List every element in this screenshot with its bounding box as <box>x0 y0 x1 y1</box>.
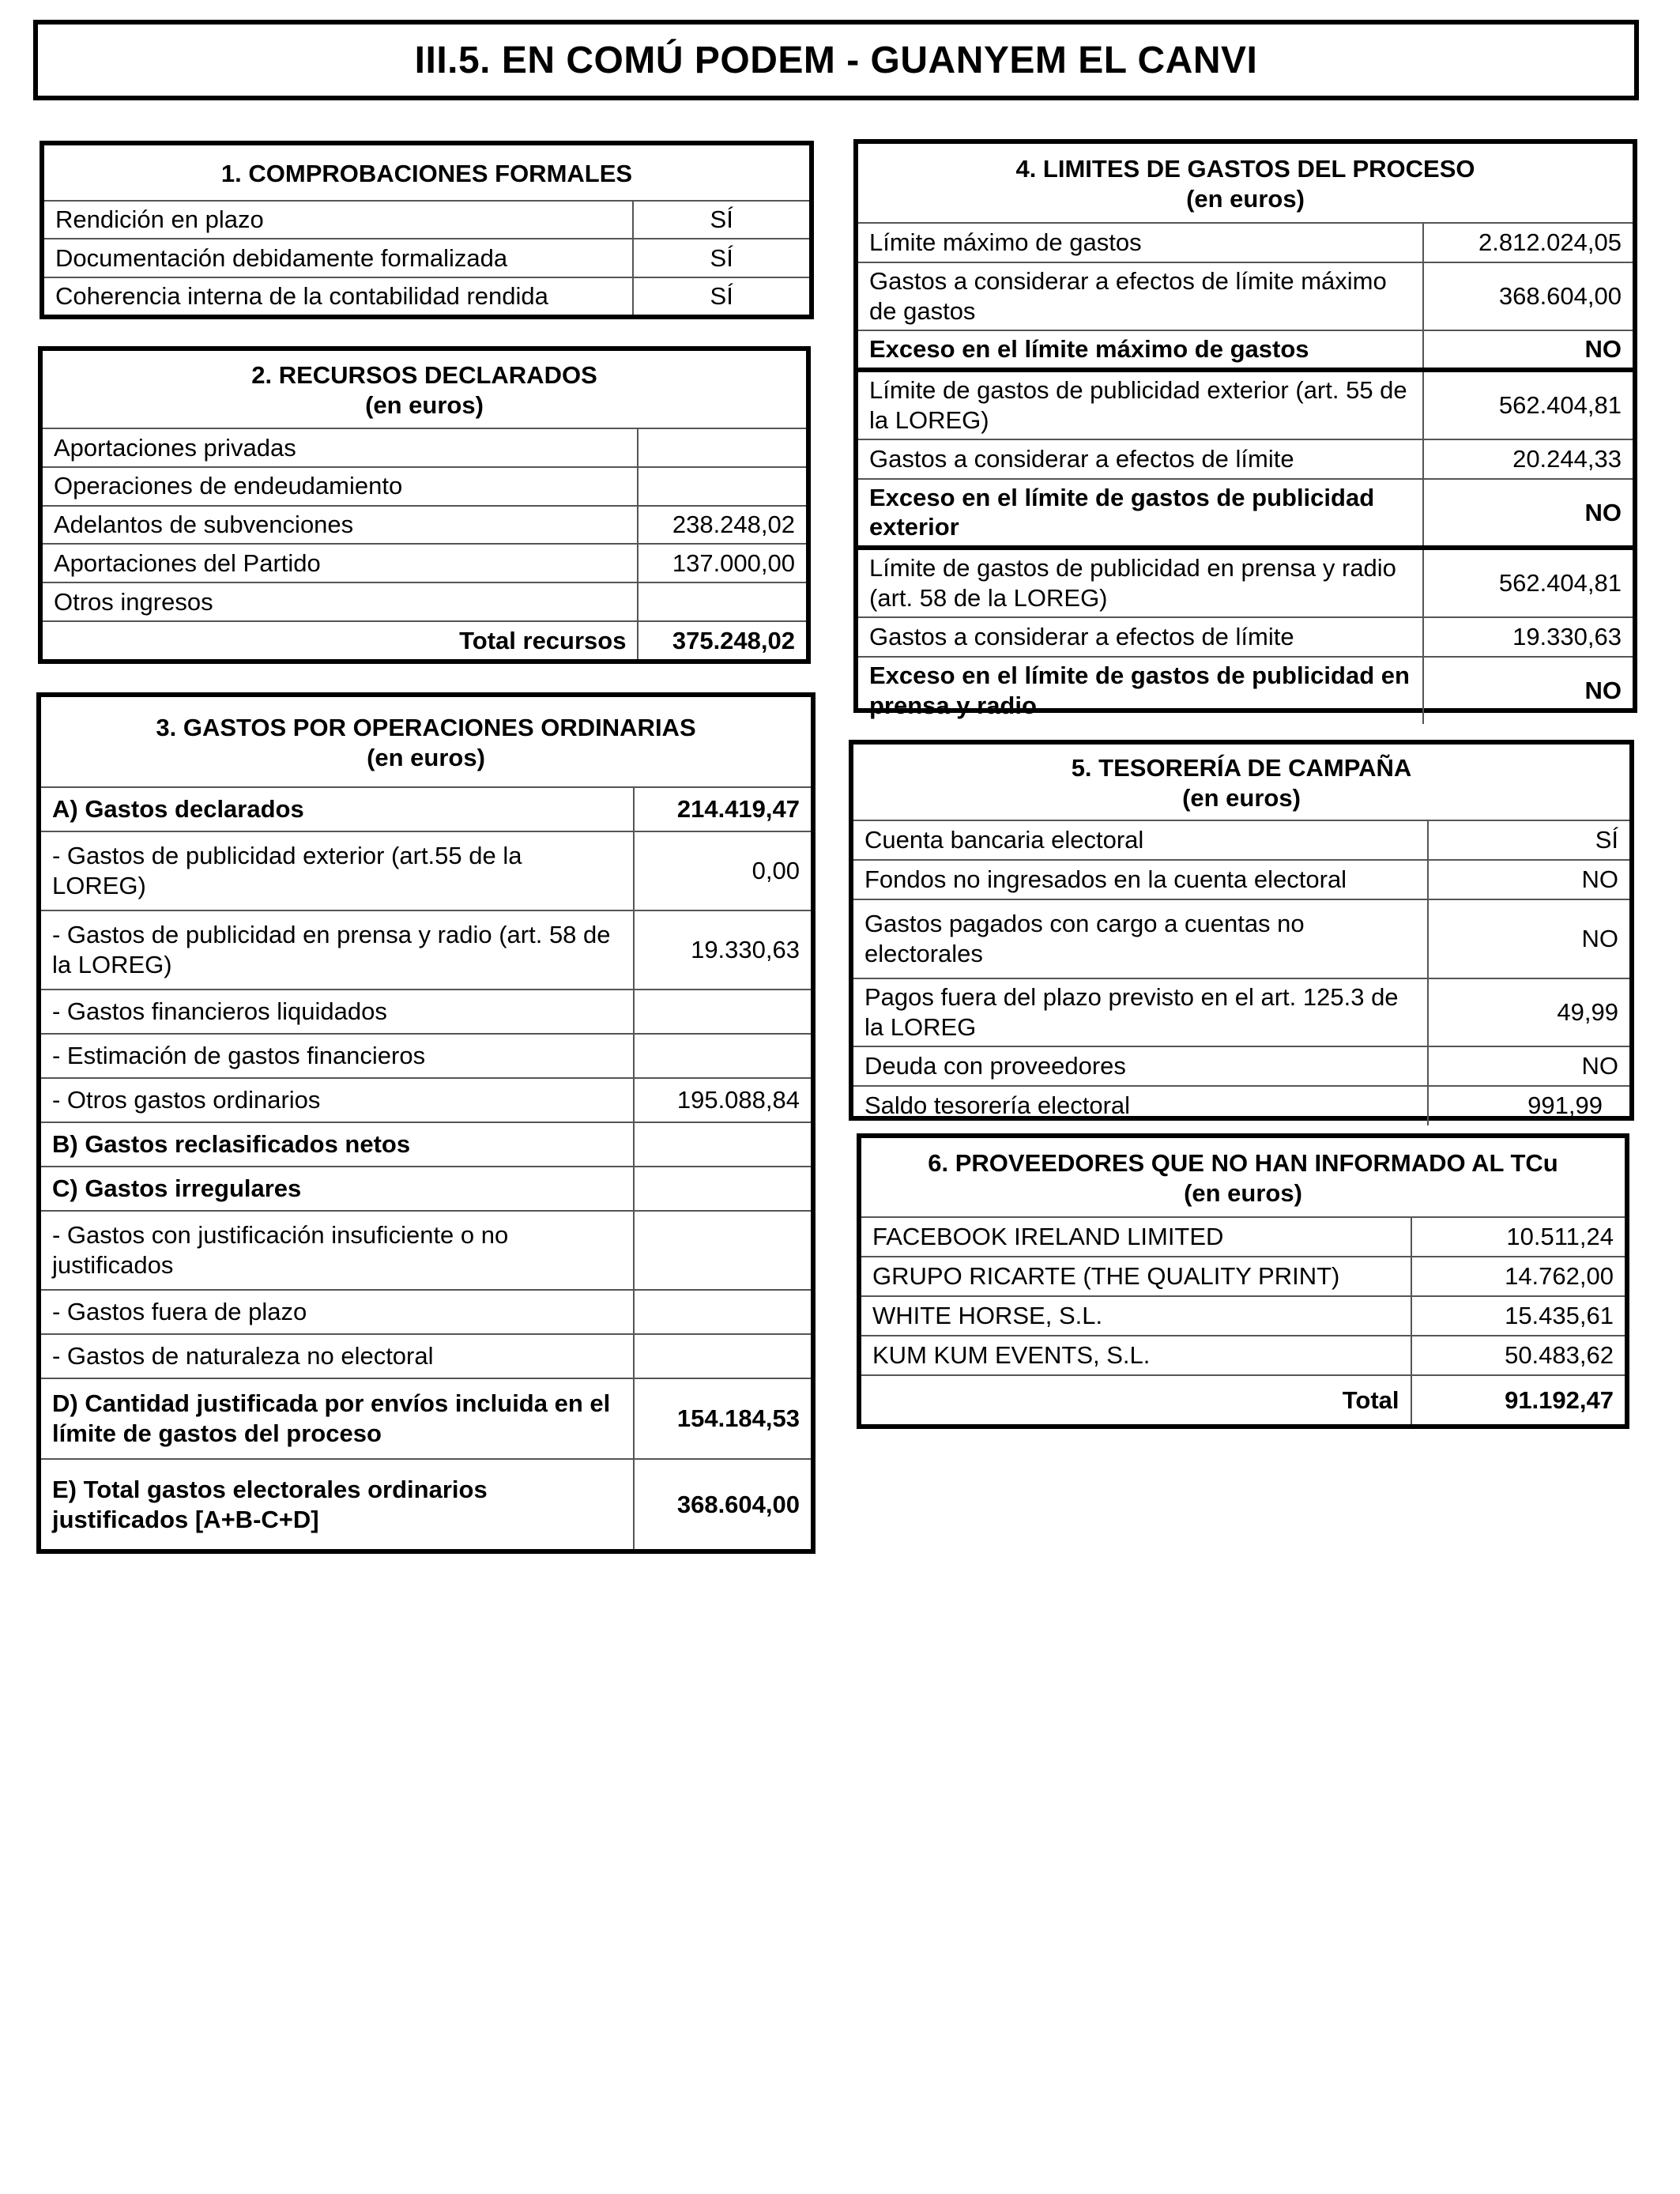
section-tesoreria-campana <box>849 740 1634 1121</box>
row-value: SÍ <box>633 277 809 315</box>
row-value <box>638 428 806 467</box>
row-value <box>634 1122 811 1167</box>
section-comprobaciones-formales <box>40 141 814 319</box>
row-label: - Gastos financieros liquidados <box>41 990 634 1034</box>
row-value: 14.762,00 <box>1411 1257 1625 1296</box>
row-label: Límite de gastos de publicidad exterior (art. 55 de la LOREG) <box>858 370 1423 439</box>
section-proveedores-no-informado <box>857 1133 1629 1429</box>
row-label: Aportaciones del Partido <box>43 544 638 582</box>
row-label: D) Cantidad justificada por envíos incluida en el límite de gastos del proceso <box>41 1378 634 1459</box>
row-value: NO <box>1423 330 1633 370</box>
row-label: Pagos fuera del plazo previsto en el art. 125.3 de la LOREG <box>853 978 1428 1046</box>
row-label: - Estimación de gastos financieros <box>41 1034 634 1078</box>
row-label: - Otros gastos ordinarios <box>41 1078 634 1122</box>
row-label: - Gastos fuera de plazo <box>41 1290 634 1334</box>
section-recursos-declarados <box>38 346 811 664</box>
total-label: Total recursos <box>43 621 638 659</box>
row-label: KUM KUM EVENTS, S.L. <box>861 1336 1411 1375</box>
row-label: Aportaciones privadas <box>43 428 638 467</box>
row-label: Cuenta bancaria electoral <box>853 820 1428 860</box>
row-value: 562.404,81 <box>1423 548 1633 617</box>
total-value: 375.248,02 <box>638 621 806 659</box>
row-value: 2.812.024,05 <box>1423 223 1633 262</box>
row-value: 19.330,63 <box>1423 617 1633 657</box>
row-label: E) Total gastos electorales ordinarios justificados [A+B-C+D] <box>41 1459 634 1549</box>
row-value: SÍ <box>1428 820 1629 860</box>
row-value <box>638 467 806 506</box>
row-label: Exceso en el límite máximo de gastos <box>858 330 1423 370</box>
row-value: NO <box>1423 479 1633 548</box>
row-value: 154.184,53 <box>634 1378 811 1459</box>
page-title: III.5. EN COMÚ PODEM - GUANYEM EL CANVI <box>33 20 1639 100</box>
row-label: Exceso en el límite de gastos de publicidad en prensa y radio <box>858 657 1423 724</box>
row-value: 137.000,00 <box>638 544 806 582</box>
row-value <box>634 1167 811 1211</box>
row-label: Saldo tesorería electoral <box>853 1086 1428 1125</box>
row-label: Rendición en plazo <box>44 201 633 239</box>
row-label: - Gastos de publicidad en prensa y radio (art. 58 de la LOREG) <box>41 910 634 990</box>
row-value: 562.404,81 <box>1423 370 1633 439</box>
row-value: 238.248,02 <box>638 506 806 545</box>
row-label: Gastos pagados con cargo a cuentas no electorales <box>853 899 1428 978</box>
row-label: - Gastos de publicidad exterior (art.55 de la LOREG) <box>41 831 634 910</box>
row-value <box>634 1211 811 1290</box>
row-value <box>634 1334 811 1378</box>
row-value <box>638 582 806 621</box>
row-label: - Gastos de naturaleza no electoral <box>41 1334 634 1378</box>
row-value: 19.330,63 <box>634 910 811 990</box>
row-value: 214.419,47 <box>634 787 811 831</box>
row-value <box>634 1034 811 1078</box>
row-value: 368.604,00 <box>634 1459 811 1549</box>
row-label: Deuda con proveedores <box>853 1046 1428 1086</box>
section-title: 5. TESORERÍA DE CAMPAÑA (en euros) <box>853 745 1629 820</box>
row-label: Fondos no ingresados en la cuenta electoral <box>853 860 1428 899</box>
row-label: Gastos a considerar a efectos de límite máximo de gastos <box>858 262 1423 330</box>
row-value: 15.435,61 <box>1411 1296 1625 1336</box>
row-label: Gastos a considerar a efectos de límite <box>858 439 1423 479</box>
row-label: Límite máximo de gastos <box>858 223 1423 262</box>
section-title: 1. COMPROBACIONES FORMALES <box>44 145 809 201</box>
section-title: 4. LIMITES DE GASTOS DEL PROCESO (en euros) <box>858 144 1633 223</box>
row-value: 50.483,62 <box>1411 1336 1625 1375</box>
row-label: GRUPO RICARTE (THE QUALITY PRINT) <box>861 1257 1411 1296</box>
row-label: A) Gastos declarados <box>41 787 634 831</box>
row-label: C) Gastos irregulares <box>41 1167 634 1211</box>
row-value: SÍ <box>633 201 809 239</box>
section-limites-gastos <box>853 139 1637 719</box>
row-value: NO <box>1423 657 1633 724</box>
row-label: Operaciones de endeudamiento <box>43 467 638 506</box>
row-label: Límite de gastos de publicidad en prensa y radio (art. 58 de la LOREG) <box>858 548 1423 617</box>
row-value: NO <box>1428 899 1629 978</box>
row-value: 0,00 <box>634 831 811 910</box>
total-label: Total <box>861 1375 1411 1424</box>
row-value: 49,99 <box>1428 978 1629 1046</box>
row-value <box>634 990 811 1034</box>
row-label: Exceso en el límite de gastos de publicidad exterior <box>858 479 1423 548</box>
row-label: FACEBOOK IRELAND LIMITED <box>861 1217 1411 1257</box>
row-value: 10.511,24 <box>1411 1217 1625 1257</box>
row-label: B) Gastos reclasificados netos <box>41 1122 634 1167</box>
section-title: 3. GASTOS POR OPERACIONES ORDINARIAS (en euros) <box>41 697 811 787</box>
section-title: 2. RECURSOS DECLARADOS (en euros) <box>43 351 806 428</box>
row-value: SÍ <box>633 239 809 277</box>
row-label: Documentación debidamente formalizada <box>44 239 633 277</box>
row-value: NO <box>1428 1046 1629 1086</box>
row-label: Coherencia interna de la contabilidad rendida <box>44 277 633 315</box>
row-label: Otros ingresos <box>43 582 638 621</box>
section-gastos-operaciones-ordinarias <box>36 692 816 1554</box>
total-value: 91.192,47 <box>1411 1375 1625 1424</box>
row-value <box>634 1290 811 1334</box>
row-value: 20.244,33 <box>1423 439 1633 479</box>
row-value: 195.088,84 <box>634 1078 811 1122</box>
row-label: Gastos a considerar a efectos de límite <box>858 617 1423 657</box>
row-label: WHITE HORSE, S.L. <box>861 1296 1411 1336</box>
row-value: 991,99 <box>1428 1086 1629 1125</box>
row-label: - Gastos con justificación insuficiente o no justificados <box>41 1211 634 1290</box>
section-title: 6. PROVEEDORES QUE NO HAN INFORMADO AL TCu (en euros) <box>861 1138 1625 1217</box>
row-label: Adelantos de subvenciones <box>43 506 638 545</box>
row-value: NO <box>1428 860 1629 899</box>
row-value: 368.604,00 <box>1423 262 1633 330</box>
